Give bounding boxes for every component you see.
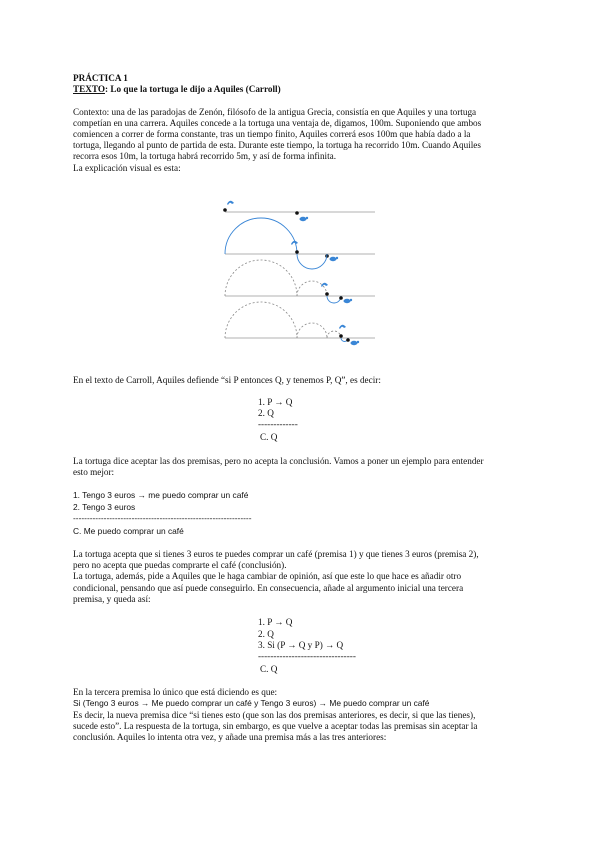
tortoise-icon xyxy=(300,217,309,221)
achilles-arc-1 xyxy=(225,218,297,254)
example-conclusion: C. Me puedo comprar un café xyxy=(73,526,184,536)
zeno-race-figure xyxy=(215,192,385,352)
argument2-premise-3: 3. Si (P → Q y P) → Q xyxy=(258,640,344,650)
tortoise-line-1: La tortuga acepta que si tienes 3 euros te puedes comprar un café (premisa 1) y que tienes 3 euros (premisa 2), xyxy=(73,549,479,559)
tortoise-line-4: condicional, pensando que así puede conseguirlo. En consecuencia, añade al argumento inicial una tercera xyxy=(73,583,464,593)
tortoise-arc-2 xyxy=(327,296,341,303)
past-arc-4 xyxy=(297,323,327,338)
achilles-icon xyxy=(321,283,328,287)
tortoise-icon xyxy=(344,299,353,303)
practice-title: PRÁCTICA 1 xyxy=(73,73,128,83)
carroll-divider: ------------- xyxy=(258,419,298,429)
third-line-1: En la tercera premisa lo único que está diciendo es que: xyxy=(73,687,278,697)
argument2-conclusion: C. Q xyxy=(260,664,278,674)
example-premise-1: 1. Tengo 3 euros → me puedo comprar un café xyxy=(73,490,249,500)
carroll-intro: En el texto de Carroll, Aquiles defiende “si P entonces Q, y tenemos P, Q”, es decir: xyxy=(73,375,381,385)
tortoise-line-5: premisa, y queda así: xyxy=(73,594,151,604)
third-line-4: sucede esto”. La respuesta de la tortuga, sin embargo, es que vuelve a aceptar todas las premisas sin aceptar la xyxy=(73,721,478,731)
achilles-icon xyxy=(291,241,298,245)
past-arc-2 xyxy=(297,281,327,296)
context-line-1: Contexto: una de las paradojas de Zenón, filósofo de la antigua Grecia, consistía en que Aquiles y una tortuga xyxy=(73,107,477,117)
example-divider: ---------------------------------------------------------------- xyxy=(73,513,252,523)
context-line-3: comiencen a correr de forma constante, tras un tiempo finito, Aquiles correrá esos 100m que había dado a la xyxy=(73,129,471,139)
carroll-premise-2: 2. Q xyxy=(258,408,274,418)
tortoise-position-1 xyxy=(295,211,299,215)
achilles-icon xyxy=(339,325,346,329)
achilles-position-1 xyxy=(223,208,227,212)
example-intro-2: esto mejor: xyxy=(73,467,115,477)
argument2-premise-1: 1. P → Q xyxy=(258,617,293,627)
visual-intro: La explicación visual es esta: xyxy=(73,163,181,173)
carroll-premise-1: 1. P → Q xyxy=(258,397,293,407)
tortoise-position-4 xyxy=(346,338,350,342)
past-arc-1 xyxy=(225,260,297,296)
third-line-3: Es decir, la nueva premisa dice “si tienes esto (que son las dos premisas anteriores, es decir, si que las tienes), xyxy=(73,710,476,720)
achilles-position-4 xyxy=(339,334,343,338)
text-title xyxy=(73,84,281,95)
argument2-premise-2: 2. Q xyxy=(258,629,274,639)
achilles-icon xyxy=(227,201,234,205)
example-premise-2: 2. Tengo 3 euros xyxy=(73,502,136,512)
tortoise-position-3 xyxy=(339,296,343,300)
context-line-2: competían en una carrera. Aquiles concede a la tortuga una ventaja de, digamos, 100m. Suponiendo que ambos xyxy=(73,118,482,128)
argument2-divider: -------------------------------- xyxy=(258,651,356,661)
example-intro-1: La tortuga dice aceptar las dos premisas, pero no acepta la conclusión. Vamos a poner un ejemplo para entender xyxy=(73,456,484,466)
context-line-4: tortuga, llegando al punto de partida de esta. Durante este tiempo, la tortuga ha recorrido 10m. Cuando Aquiles xyxy=(73,140,481,150)
achilles-position-3 xyxy=(325,292,329,296)
third-line-2: Si (Tengo 3 euros → Me puedo comprar un café y Tengo 3 euros) → Me puedo comprar un café xyxy=(73,698,430,708)
tortoise-line-3: La tortuga, además, pide a Aquiles que le haga cambiar de opinión, así que este lo que hace es añadir otro xyxy=(73,571,462,581)
context-line-5: recorra esos 10m, la tortuga habrá recorrido 5m, y así de forma infinita. xyxy=(73,151,337,161)
third-line-5: conclusión. Aquiles lo intenta otra vez, y añade una premisa más a las tres anteriores: xyxy=(73,732,387,742)
tortoise-icon xyxy=(351,341,360,345)
tortoise-icon xyxy=(330,257,339,261)
text-title-prefix: TEXTO xyxy=(73,84,105,94)
carroll-conclusion: C. Q xyxy=(260,432,278,442)
text-title-name: : Lo que la tortuga le dijo a Aquiles (Carroll) xyxy=(105,84,281,94)
tortoise-arc-1 xyxy=(297,254,327,269)
achilles-position-2 xyxy=(295,250,299,254)
past-arc-3 xyxy=(225,302,297,338)
past-arc-5 xyxy=(327,331,341,338)
tortoise-line-2: pero no acepta que puedas comprarte el café (conclusión). xyxy=(73,560,287,570)
